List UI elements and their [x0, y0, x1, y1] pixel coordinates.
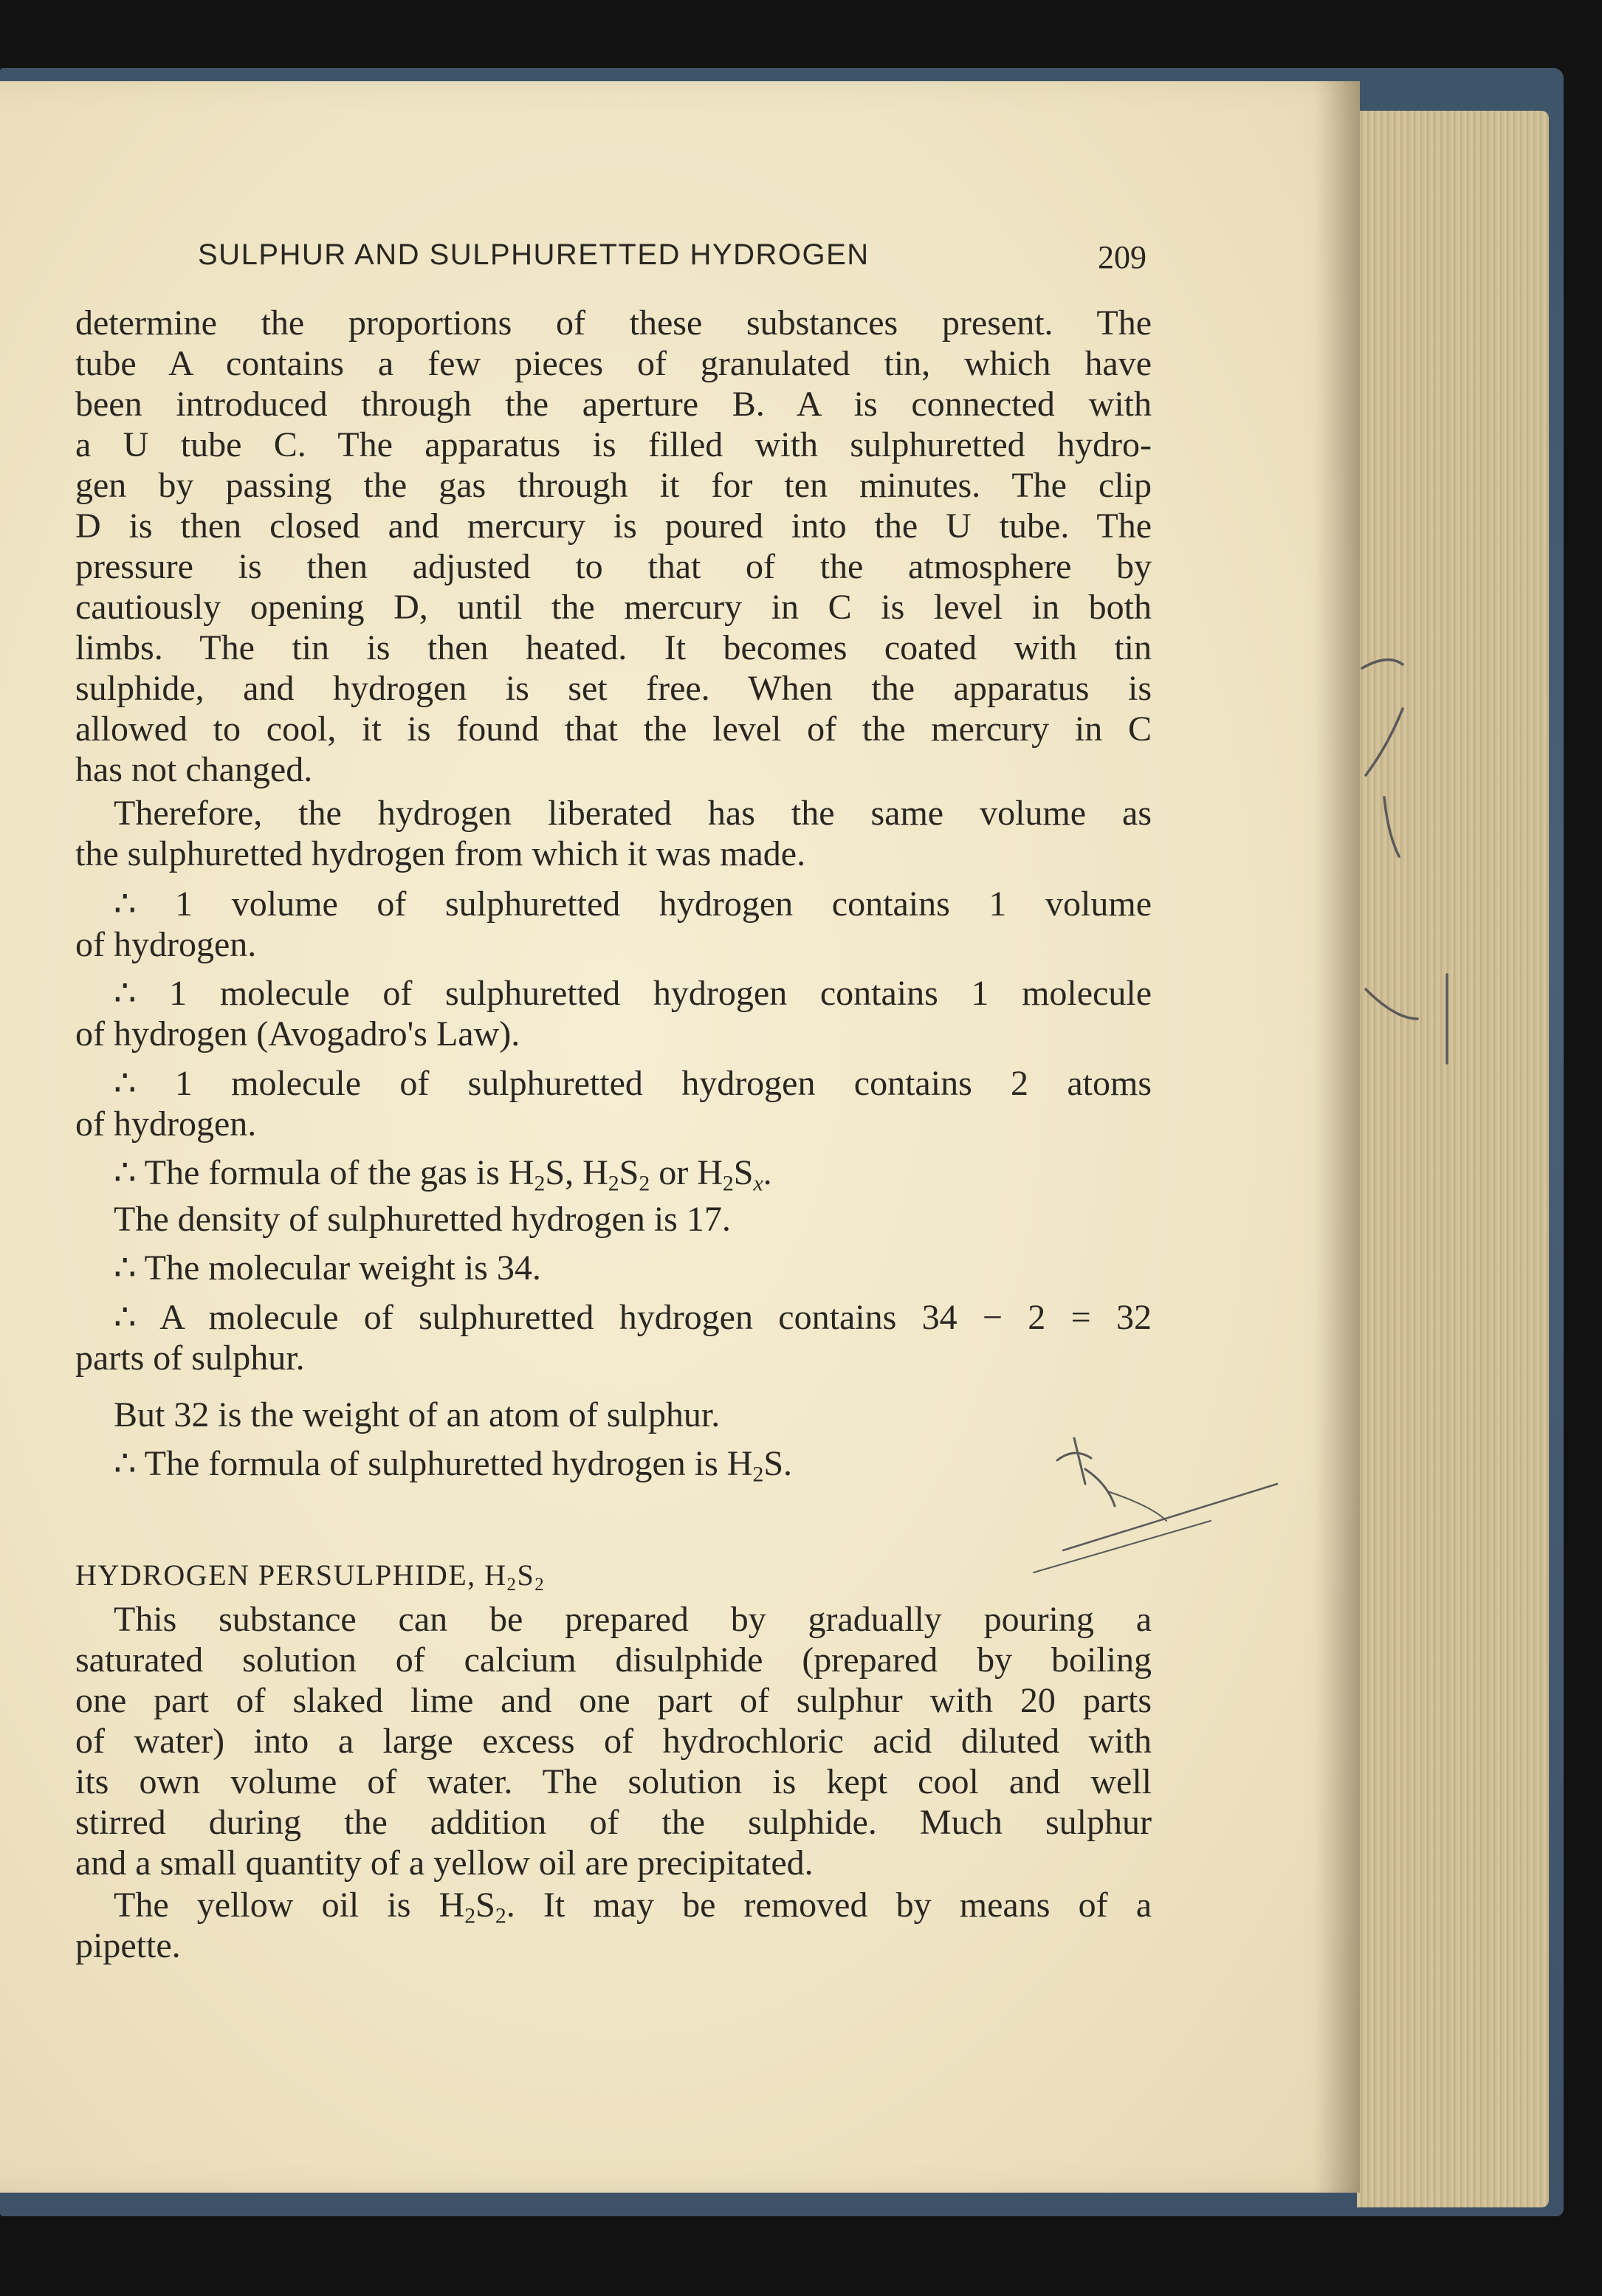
body-line: of water) into a large excess of hydrochloric acid diluted with — [75, 1722, 1152, 1761]
deduction-line: ∴ 1 volume of sulphuretted hydrogen contains 1 volume — [114, 884, 1152, 924]
body-line: pressure is then adjusted to that of the atmosphere by — [75, 547, 1152, 586]
body-line: limbs. The tin is then heated. It becomes coated with tin — [75, 628, 1152, 667]
page-curl-shadow — [1314, 81, 1360, 2193]
deduction-line: ∴ A molecule of sulphuretted hydrogen contains 34 − 2 = 32 — [114, 1298, 1152, 1337]
body-line: one part of slaked lime and one part of sulphur with 20 parts — [75, 1681, 1152, 1720]
body-line: This substance can be prepared by gradually pouring a — [114, 1600, 1152, 1639]
body-line: determine the proportions of these substances present. The — [75, 303, 1152, 343]
deduction-line: ∴ 1 molecule of sulphuretted hydrogen contains 1 molecule — [114, 974, 1152, 1013]
deduction-line: of hydrogen (Avogadro's Law). — [75, 1014, 520, 1054]
body-line: allowed to cool, it is found that the level of the mercury in C — [75, 709, 1152, 749]
body-line: saturated solution of calcium disulphide (prepared by boiling — [75, 1640, 1152, 1680]
body-line: gen by passing the gas through it for ten minutes. The clip — [75, 466, 1152, 505]
body-line: But 32 is the weight of an atom of sulphur. — [114, 1395, 721, 1434]
page-edges — [1357, 111, 1549, 2207]
body-line: The yellow oil is $H_2S_2$. It may be removed by means of a — [114, 1886, 1152, 1928]
body-line: stirred during the addition of the sulphide. Much sulphur — [75, 1803, 1152, 1842]
body-line: has not changed. — [75, 750, 313, 789]
body-line: cautiously opening D, until the mercury in C is level in both — [75, 588, 1152, 627]
body-line: its own volume of water. The solution is kept cool and well — [75, 1762, 1152, 1801]
deduction-line: of hydrogen. — [75, 1104, 257, 1144]
body-line: pipette. — [75, 1926, 181, 1965]
running-head: SULPHUR AND SULPHURETTED HYDROGEN — [198, 238, 870, 271]
body-line: the sulphuretted hydrogen from which it was made. — [75, 834, 806, 873]
body-line: D is then closed and mercury is poured into the U tube. The — [75, 506, 1152, 546]
conclusion-line: ∴ The formula of sulphuretted hydrogen is $H_2S$. — [114, 1444, 793, 1487]
deduction-line: ∴ The molecular weight is 34. — [114, 1248, 541, 1288]
page-number: 209 — [1098, 239, 1147, 275]
body-line: and a small quantity of a yellow oil are precipitated. — [75, 1843, 814, 1883]
body-line: tube A contains a few pieces of granulated tin, which have — [75, 344, 1152, 383]
deduction-line: of hydrogen. — [75, 925, 257, 964]
body-line: Therefore, the hydrogen liberated has the same volume as — [114, 794, 1152, 833]
section-heading: HYDROGEN PERSULPHIDE, $H_2S_2$ — [75, 1558, 546, 1595]
body-line: been introduced through the aperture B. A is connected with — [75, 385, 1152, 424]
formula-line: ∴ The formula of the gas is $H_2S$, $H_2S_2$ or $H_2S_x$. — [114, 1153, 772, 1196]
body-line: a U tube C. The apparatus is filled with sulphuretted hydro- — [75, 425, 1152, 464]
body-line: sulphide, and hydrogen is set free. When the apparatus is — [75, 669, 1152, 708]
deduction-line: ∴ 1 molecule of sulphuretted hydrogen contains 2 atoms — [114, 1064, 1152, 1103]
density-line: The density of sulphuretted hydrogen is 17. — [114, 1200, 731, 1239]
deduction-line: parts of sulphur. — [75, 1338, 305, 1378]
